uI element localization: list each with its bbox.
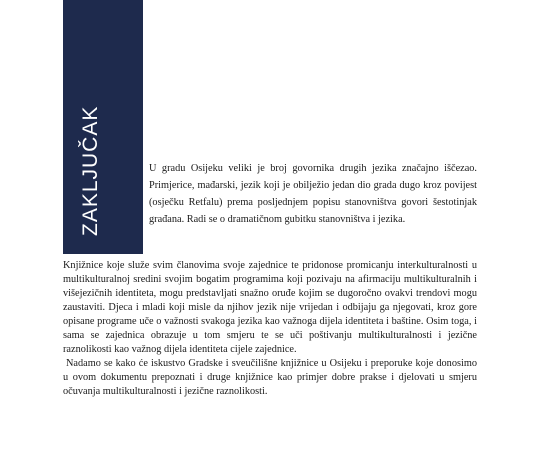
title-bar: [63, 0, 143, 254]
paragraph-1: U gradu Osijeku veliki je broj govornika drugih jezika značajno iščezao. Primjerice, mađarski, jezik koji je obilježio jedan dio grada dugo kroz povijest (osječku Retfalu) prema posljednjem popisu stanovništva govori šestotinjak građana. Radi se o dramatičnom gubitku stanovništva i jezika.: [149, 163, 477, 225]
paragraph-3: Nadamo se kako će iskustvo Gradske i sveučilišne knjižnice u Osijeku i preporuke koje donosimo u ovom dokumentu prepoznati i druge knjižnice kao primjer dobre prakse i djelovati u smjeru očuvanja multikulturalnosti i jezične raznolikosti.: [63, 358, 477, 397]
intro-text: [149, 160, 477, 228]
body-text: [63, 259, 477, 399]
paragraph-2: Knjižnice koje služe svim članovima svoje zajednice te pridonose promicanju interkulturalnosti u multikulturalnoj sredini svojim bogatim programima koji pozivaju na afirmaciju multikulturalnih i višejezičnih identiteta, mogu predstavljati snažno oruđe kojim se dugoročno ovakvi trendovi mogu zaustaviti. Djeca i mladi koji misle da njihov jezik nije vrijedan i odbijaju ga njegovati, kroz gore opisane programe uče o važnosti svakoga jezika kao važnoga dijela identiteta i baštine. Osim toga, i sama se zajednica obrazuje u tom smjeru te se uči poštivanju multikulturalnosti i jezične raznolikosti kao važnog dijela identiteta cijele zajednice.: [63, 260, 477, 355]
section-heading: ZAKLJUČAK: [79, 105, 102, 236]
